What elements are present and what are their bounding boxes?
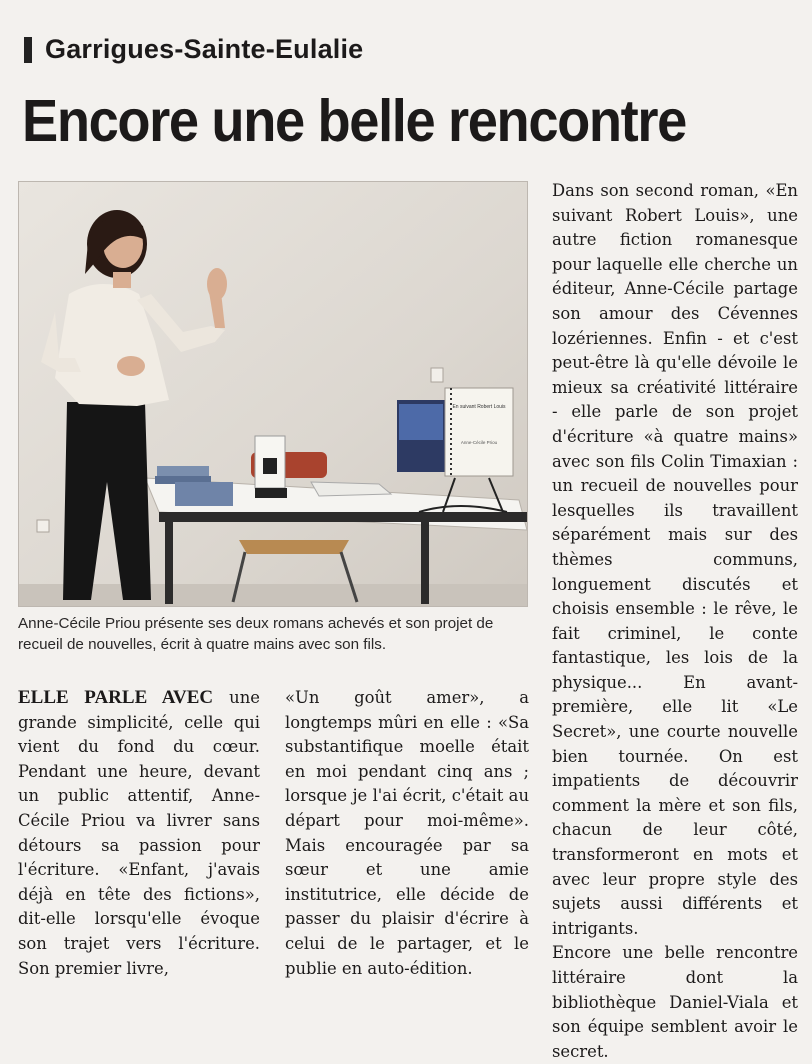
column-3-paragraph-2: Encore une belle rencontre littéraire dont la bibliothèque Daniel-Viala et son équipe semblent avoir le secret. (552, 943, 798, 1061)
article-column-1 (18, 686, 260, 981)
lead-in: ELLE PARLE AVEC (18, 687, 214, 708)
wall-socket (37, 520, 49, 532)
section-rubric (24, 34, 363, 65)
section-title: Garrigues-Sainte-Eulalie (45, 34, 364, 64)
headline: Encore une belle rencontre (22, 88, 686, 154)
article-photo (18, 181, 528, 607)
photo-illustration (19, 182, 527, 606)
article-column-3 (552, 179, 798, 1064)
photo-caption: Anne-Cécile Priou présente ses deux romans achevés et son projet de recueil de nouvelles, écrit à quatre mains avec son fils. (18, 615, 494, 653)
column-2-text: «Un goût amer», a longtemps mûri en elle : «Sa substantifique moelle était en moi pendant cinq ans ; lorsque je l'ai écrit, c'était au départ pour moi-même». Mais encouragée par sa sœur et une amie institutrice, elle décide de passer du plaisir d'écrire à celui de le partager, et le publie en auto-édition. (285, 688, 529, 978)
column-1-text: une grande simplicité, celle qui vient du fond du cœur. Pendant une heure, devant un public attentif, Anne-Cécile Priou va livrer sans détours sa passion pour l'écriture. «Enfant, j'avais déjà en tête des fictions», dit-elle lorsqu'elle évoque son trajet vers l'écriture. Son premier livre, (18, 688, 260, 978)
book-cover-title: En suivant Robert Louis (452, 404, 506, 410)
wall-switch (431, 368, 443, 382)
floor (19, 584, 527, 606)
article-column-2 (285, 686, 529, 981)
book-cover-author: Anne-Cécile Priou (460, 440, 498, 445)
column-3-paragraph-1: Dans son second roman, «En suivant Robert Louis», une autre fiction romanesque pour laquelle elle cherche un éditeur, Anne-Cécile partage son amour des Cévennes lozériennes. Enfin - et c'est peut-être là qu'elle dévoile le mieux sa créativité littéraire - elle parle de son projet d'écriture «à quatre mains» avec son fils Colin Timaxian : un recueil de nouvelles pour lesquelles ils travaillent séparément mais sur des thèmes communs, longuement discutés et choisis ensemble : le rêve, le fait criminel, le conte fantastique, les lois de la physique... En avant-première, elle lit «Le Secret», une courte nouvelle bien tournée. On est impatients de découvrir comment la mère et son fils, chacun de leur côté, transformeront en mots et avec leur propre style des sujets aussi différents et intrigants. (552, 181, 798, 938)
article-paragraph-1 (18, 686, 260, 981)
rubric-bar (24, 37, 32, 63)
